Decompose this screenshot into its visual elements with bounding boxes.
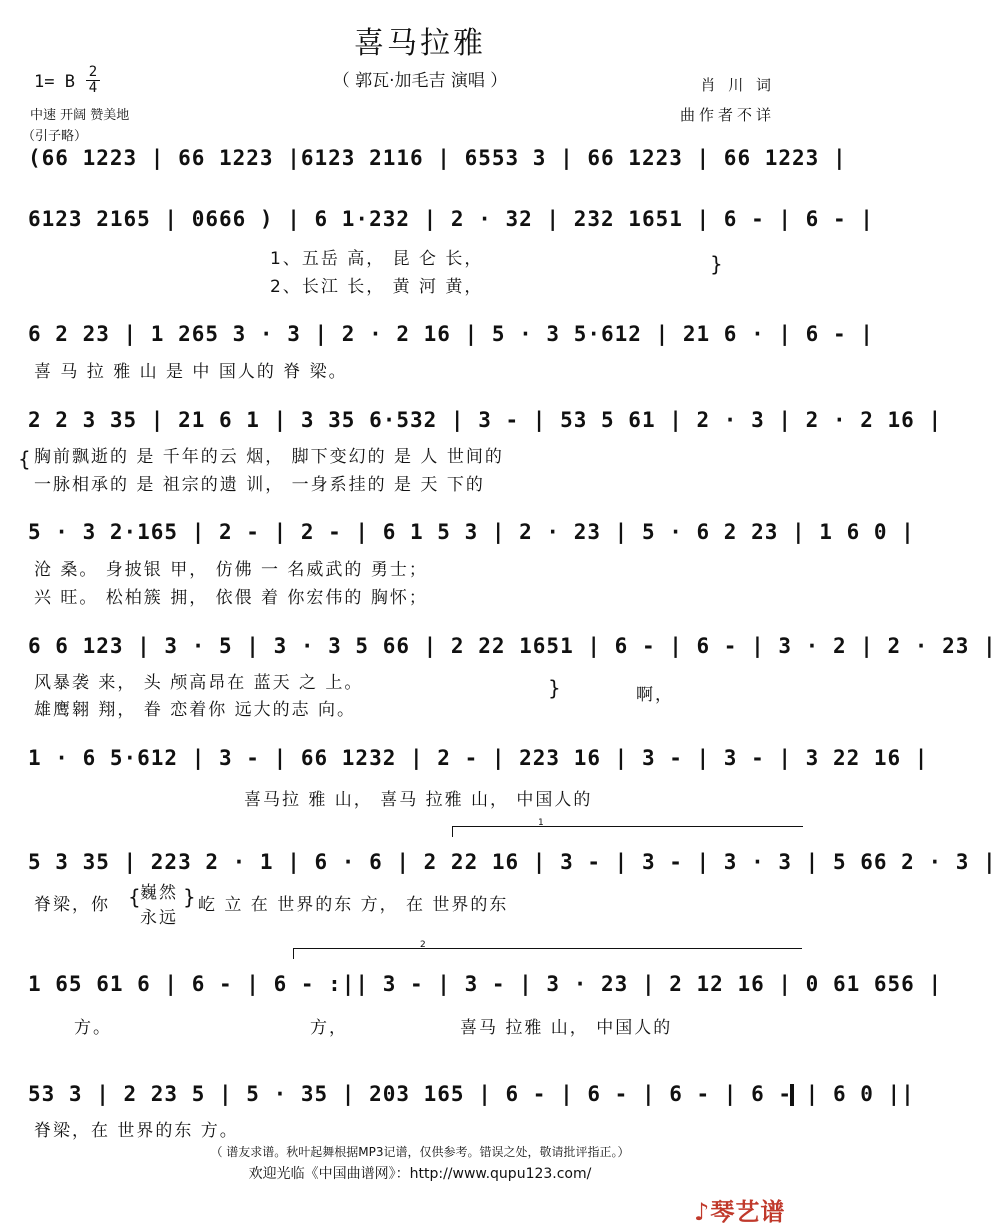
row-2-lyric-verse-2: 2、长江 长， 黄 河 黄，: [270, 277, 484, 297]
tempo-marking: 中速 开阔 赞美地: [30, 108, 130, 123]
row-7-lyric: 喜马拉 雅 山， 喜马 拉雅 山， 中国人的: [244, 790, 593, 810]
row-3-lyric: 喜 马 拉 雅 山 是 中 国人的 脊 梁。: [34, 362, 348, 382]
row-8-lyric-option-2: 永远: [140, 908, 178, 928]
row-10-lyric: 脊梁，在 世界的东 方。: [34, 1121, 239, 1141]
logo-icon: ♪: [694, 1198, 711, 1226]
score-row-9: 1 65 61 6 | 6 - | 6 - :|| 3 - | 3 - | 3 · 23 | 2 12 16 | 0 61 656 |: [28, 972, 943, 996]
row-6-ah: 啊，: [636, 685, 674, 705]
composer: 曲作者不详: [680, 106, 776, 124]
row-5-lyric-verse-1: 沧 桑。 身披银 甲， 仿佛 一 名威武的 勇士；: [34, 560, 428, 580]
row-8-lyric-post: 屹 立 在 世界的东 方， 在 世界的东: [198, 895, 509, 915]
first-ending-number: 1: [538, 818, 544, 828]
score-row-2: 6123 2165 | 0666 ) | 6 1·232 | 2 · 32 | 232 1651 | 6 - | 6 - |: [28, 207, 874, 231]
score-row-5: 5 · 3 2·165 | 2 - | 2 - | 6 1 5 3 | 2 · 23 | 5 · 6 2 23 | 1 6 0 |: [28, 520, 915, 544]
final-barline: [790, 1084, 794, 1106]
row-6-lyric-verse-2: 雄鹰翱 翔， 眷 恋着你 远大的志 向。: [34, 700, 357, 720]
first-ending-bracket: [452, 826, 803, 837]
row-8-lyric-option-1: 巍然: [140, 883, 178, 903]
row-4-lyric-verse-1: 胸前飘逝的 是 千年的云 烟， 脚下变幻的 是 人 世间的: [34, 447, 504, 467]
singer-credit: （ 郭瓦·加毛吉 演唱 ）: [332, 71, 508, 91]
score-row-6: 6 6 123 | 3 · 5 | 3 · 3 5 66 | 2 22 1651 | 6 - | 6 - | 3 · 2 | 2 · 23 |: [28, 634, 997, 658]
score-row-4: 2 2 3 35 | 21 6 1 | 3 35 6·532 | 3 - | 53 5 61 | 2 · 3 | 2 · 2 16 |: [28, 408, 943, 432]
row-9-lyric-refrain: 喜马 拉雅 山， 中国人的: [460, 1018, 673, 1038]
second-ending-number: 2: [420, 940, 426, 950]
time-signature-bottom: 4: [88, 80, 98, 96]
lyricist: 肖 川 词: [700, 76, 776, 94]
time-signature: [86, 66, 100, 95]
intro-note: （引子略）: [22, 129, 88, 144]
score-row-10: 53 3 | 2 23 5 | 5 · 35 | 203 165 | 6 - | 6 - | 6 - | 6 - | 6 0 ||: [28, 1082, 915, 1106]
time-signature-top: 2: [88, 64, 98, 80]
logo-text: 琴艺谱: [710, 1198, 786, 1226]
website-welcome: 欢迎光临《中国曲谱网》：http://www.qupu123.com/: [248, 1166, 592, 1182]
score-row-3: 6 2 23 | 1 265 3 · 3 | 2 · 2 16 | 5 · 3 5·612 | 21 6 · | 6 - |: [28, 322, 874, 346]
row-2-lyric-verse-1: 1、五岳 高， 昆 仑 长，: [270, 249, 484, 269]
row-8-close-brace: }: [183, 885, 196, 909]
row-9-lyric-end-2: 方，: [310, 1018, 348, 1038]
site-logo: [694, 1192, 785, 1227]
transcriber-note: （ 谱友求谱。秋叶起舞根据MP3记谱，仅供参考。错误之处，敬请批评指正。）: [210, 1145, 630, 1159]
row-4-brace: {: [18, 447, 31, 471]
row-9-lyric-end-1: 方。: [74, 1018, 112, 1038]
score-row-8: 5 3 35 | 223 2 · 1 | 6 · 6 | 2 22 16 | 3 - | 3 - | 3 · 3 | 5 66 2 · 3 |: [28, 850, 997, 874]
key-signature: 1= B: [34, 72, 75, 92]
row-6-brace: }: [548, 676, 561, 700]
credits: [680, 70, 775, 130]
second-ending-bracket: [293, 948, 802, 959]
song-title: 喜马拉雅: [354, 26, 486, 61]
score-row-7: 1 · 6 5·612 | 3 - | 66 1232 | 2 - | 223 16 | 3 - | 3 - | 3 22 16 |: [28, 746, 929, 770]
row-2-brace: }: [710, 252, 723, 276]
row-6-lyric-verse-1: 风暴袭 来， 头 颅高昂在 蓝天 之 上。: [34, 673, 364, 693]
row-8-open-brace: {: [128, 885, 141, 909]
row-4-lyric-verse-2: 一脉相承的 是 祖宗的遗 训， 一身系挂的 是 天 下的: [34, 475, 485, 495]
score-row-1: (66 1223 | 66 1223 |6123 2116 | 6553 3 | 66 1223 | 66 1223 |: [28, 146, 847, 170]
row-8-lyric-pre: 脊梁，你: [34, 895, 110, 915]
row-5-lyric-verse-2: 兴 旺。 松柏簇 拥， 依偎 着 你宏伟的 胸怀；: [34, 588, 428, 608]
